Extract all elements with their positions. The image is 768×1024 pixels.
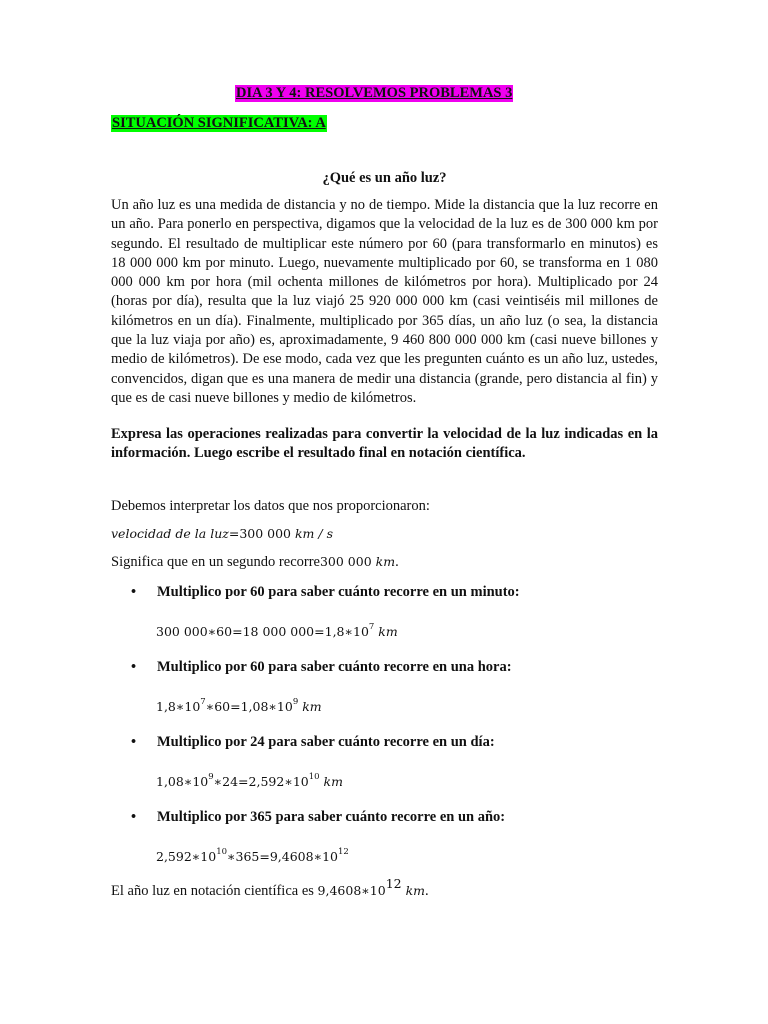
- meaning-end: .: [395, 554, 399, 570]
- bullet-icon: •: [131, 809, 137, 825]
- conclusion-end: .: [425, 883, 429, 899]
- step-equation: $1,08∗10^9∗24=2,592∗10^{10}$ km: [156, 772, 343, 789]
- step-equation: $2,592∗10^{10}∗365=9,4608∗10^{12}$: [156, 847, 349, 864]
- explanation-paragraph: Un año luz es una medida de distancia y no de tiempo. Mide la distancia que la luz recorre en un año. Para ponerlo en perspectiva, digamos que la velocidad de la luz es de 300 000 km por segundo. El resultado de multiplicar este número por 60 (para transformarlo en minutos) es 18 000 000 km por minuto. Luego, nuevamente multiplicado por 60, se transforma en 1 080 000 000 km por hora (mil ochenta millones de kilómetros por hora). Multiplicado por 24 (horas por día), resulta que la luz viajó 25 920 000 000 km (casi veintiséis mil millones de kilómetros en un día). Finalmente, multiplicado por 365 días, un año luz (o sea, la distancia que la luz viaja por año) es, aproximadamente, 9 460 800 000 000 km (casi nueve billones y medio de kilómetros). De ese modo, cada vez que les pregunten cuánto es un año luz, ustedes, convencidos, digan que es una manera de medir una distancia (grande, pero distancia al fin) y que es de casi nueve billones y medio de kilómetros.: [111, 197, 658, 406]
- step-equation: $1,8∗10^7∗60=1,08∗10^9$ km: [156, 697, 322, 714]
- velocity-value: =300 000: [228, 526, 295, 541]
- bullet-icon: •: [131, 659, 137, 675]
- situation-title: SITUACIÓN SIGNIFICATIVA: A: [112, 115, 326, 131]
- intro-text: Debemos interpretar los datos que nos proporcionaron:: [111, 498, 430, 514]
- meaning-unit: km: [375, 554, 396, 569]
- step-equation: 300 000∗60=18 000 $000=1,8∗10^7$ km: [156, 622, 398, 639]
- meaning-text: Significa que en un segundo recorre: [111, 554, 320, 570]
- document-title: DIA 3 Y 4: RESOLVEMOS PROBLEMAS 3: [236, 85, 513, 101]
- bullet-icon: •: [131, 734, 137, 750]
- velocity-label: velocidad de la luz: [111, 526, 229, 541]
- step-label: Multiplico por 60 para saber cuánto recorre en un minuto:: [157, 584, 520, 600]
- meaning-line: [111, 554, 399, 571]
- conclusion-line: [111, 876, 429, 900]
- section-heading: ¿Qué es un año luz?: [322, 170, 447, 186]
- bullet-icon: •: [131, 584, 137, 600]
- meaning-value: 300 000: [319, 554, 376, 569]
- step-item: [131, 734, 495, 751]
- step-label: Multiplico por 24 para saber cuánto recorre en un día:: [157, 734, 495, 750]
- step-item: [131, 659, 512, 676]
- conclusion-text: El año luz en notación científica es: [111, 883, 318, 899]
- conclusion-exponent: 12: [385, 876, 402, 891]
- step-label: Multiplico por 365 para saber cuánto recorre en un año:: [157, 809, 506, 825]
- task-instruction: Expresa las operaciones realizadas para convertir la velocidad de la luz indicadas en la información. Luego escribe el resultado final en notación científica.: [111, 426, 658, 461]
- step-label: Multiplico por 60 para saber cuánto recorre en una hora:: [157, 659, 512, 675]
- velocity-unit: km / s: [294, 526, 333, 541]
- step-item: [131, 584, 520, 601]
- step-item: [131, 809, 505, 826]
- conclusion-unit: km: [401, 883, 425, 898]
- conclusion-base: 9,4608∗10: [317, 883, 386, 898]
- velocity-formula: [111, 526, 333, 541]
